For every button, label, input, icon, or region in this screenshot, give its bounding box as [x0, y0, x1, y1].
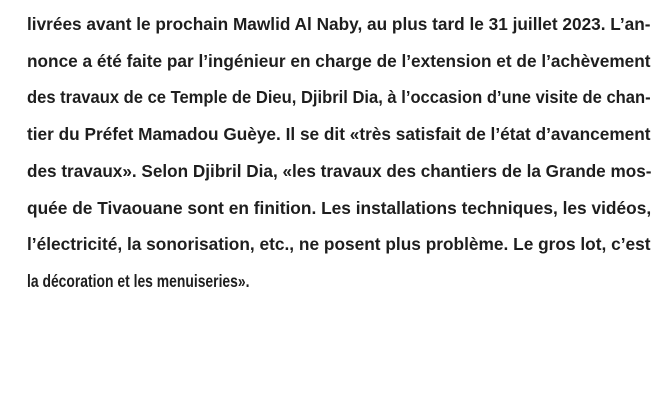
- article-text: [27, 6, 651, 300]
- text-line: livrées avant le prochain Mawlid Al Naby, au plus tard le 31 juillet 2023. L’an-: [27, 14, 651, 34]
- text-line: tier du Préfet Mamadou Guèye. Il se dit «très satisfait de l’état d’avancement: [27, 124, 651, 145]
- text-line: nonce a été faite par l’ingénieur en charge de l’extension et de l’achèvement: [27, 50, 651, 71]
- text-line: l’électricité, la sonorisation, etc., ne posent plus problème. Le gros lot, c’est: [27, 234, 651, 255]
- text-line: des travaux de ce Temple de Dieu, Djibril Dia, à l’occasion d’une visite de chan-: [27, 87, 651, 108]
- text-line: quée de Tivaouane sont en finition. Les installations techniques, les vidéos,: [27, 197, 652, 218]
- text-line: des travaux». Selon Djibril Dia, «les travaux des chantiers de la Grande mos-: [27, 160, 652, 181]
- text-line: la décoration et les menuiseries».: [27, 270, 250, 291]
